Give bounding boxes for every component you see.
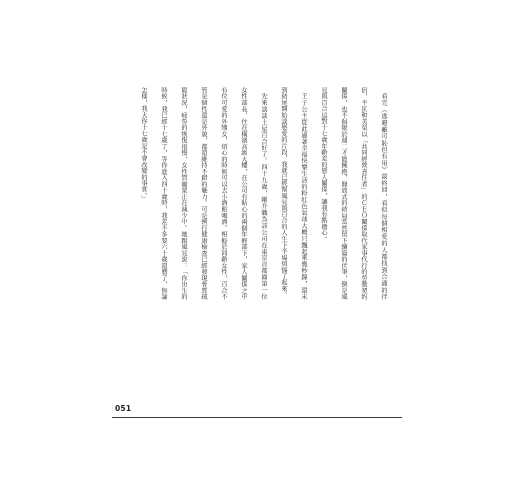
page-number: 051 (115, 404, 132, 413)
paragraph-1 (313, 87, 393, 300)
body-text (133, 87, 393, 300)
text-line: 王子公主從此過著幸福快樂生活的粉紅色氣球大概只飄起來幾秒鐘，還未 (300, 93, 307, 300)
text-line: 先來談談土屋百合好了。四十九歲，剛升職為該公司在東京首都圈第一位 (260, 93, 267, 300)
paragraph-2 (273, 87, 313, 300)
paragraph-3 (133, 87, 273, 300)
text-line: 看完《逃避雖可恥但有用》最終回，看似每個相愛的人都找到合適的伴 (380, 93, 387, 300)
text-line: 侶，平匡和美栗以「共同經營責任者」的ＣＥＯ關係取代家事代行的勞動契約 (360, 87, 367, 300)
text-line: 到結尾開始談戀愛的片段，我就已經幫風見與百合的人生下半場煩惱了起來。 (280, 87, 287, 298)
text-line: 時候，我已經十七歲了，等你進入四十歲時，我差不多要六十歲還曆了，無論 (160, 87, 167, 300)
text-line: 有位可愛的外甥女，煩心的時候可以去小酒館喝酒。相較於同齡女性，百合不 (220, 87, 227, 300)
text-line: 見與百合這對十七歲年齡差的戀人關係，讓我有點擔心。 (320, 87, 327, 242)
text-line: 關係，也不侷限於週二才能擁抱，開放式的結局當然留下續篇的伏筆，倒是風 (340, 87, 347, 300)
text-line: 管是個性還是外貌，都還維持不錯的魅力。可是例行健康檢查已經發現骨質疏 (200, 87, 207, 300)
text-line: 鬆狀況，疲勞的恢復很慢，女性賀爾蒙正在減少中。她跟風見說：「你出生的 (180, 87, 187, 300)
footer-divider (112, 417, 402, 418)
text-line: 怎樣，我大你十七歲是不會改變的事實。」 (140, 87, 147, 202)
text-line: 女性部長，住在橫濱高級大樓，在公司有貼心的兩個年輕部下，家人關係之中 (240, 87, 247, 300)
